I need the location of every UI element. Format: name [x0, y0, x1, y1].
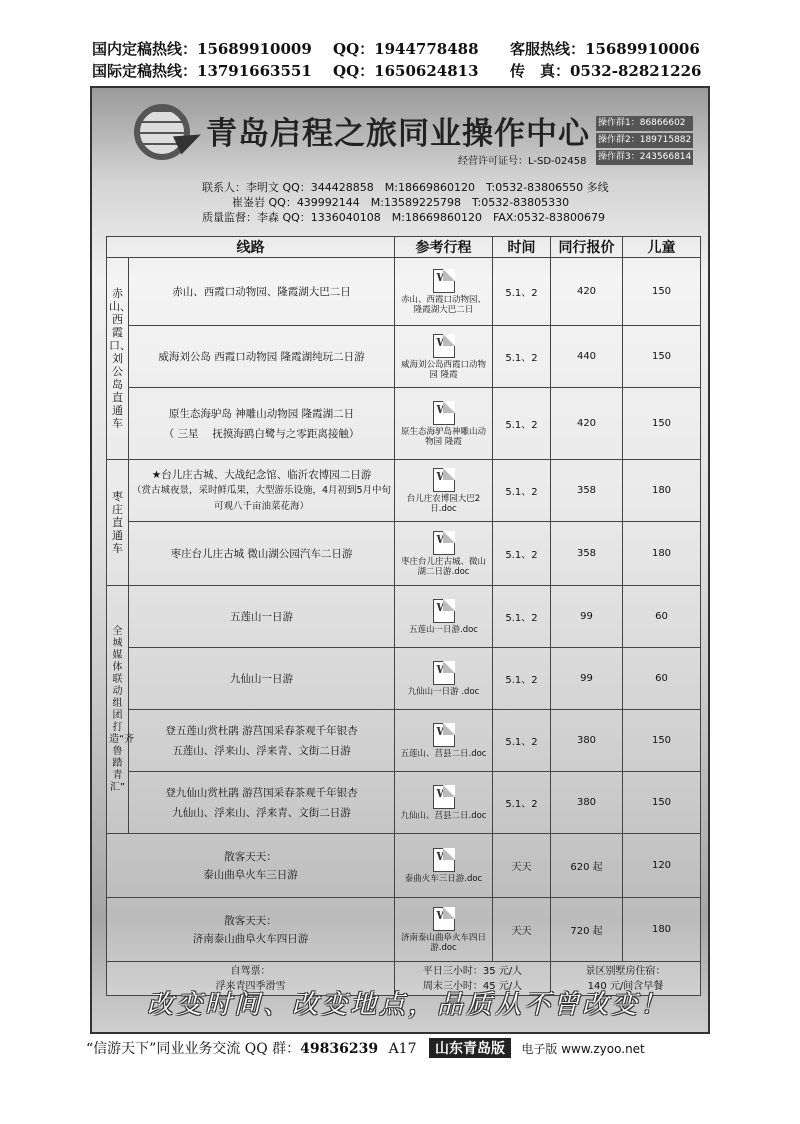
word-doc-icon	[433, 531, 455, 555]
price: 99	[551, 586, 623, 648]
route-name: 赤山、西霞口动物园、隆霞湖大巴二日	[129, 258, 395, 326]
route-name	[107, 898, 395, 962]
domestic-qq: QQ：1944778488	[333, 40, 479, 58]
route-table	[106, 236, 701, 996]
doc-name: 威海刘公岛西霞口动物园 隆霞	[400, 359, 486, 380]
route-note: 泰山曲阜火车三日游	[203, 868, 298, 881]
header-child: 儿童	[623, 237, 701, 258]
price: 420	[551, 258, 623, 326]
doc-name: 枣庄台儿庄古城、微山湖二日游.doc	[400, 556, 486, 577]
child-price: 150	[623, 772, 701, 834]
table-header	[107, 237, 701, 258]
website-link[interactable]: 电子版 www.zyoo.net	[521, 1042, 645, 1056]
itinerary-doc[interactable]	[395, 710, 493, 772]
price: 620 起	[551, 834, 623, 898]
route-name	[129, 710, 395, 772]
edition-badge: 山东青岛版	[429, 1038, 511, 1058]
weekend-price: 周末三小时：45 元/人	[422, 980, 523, 992]
footer	[86, 1038, 716, 1058]
header-itinerary: 参考行程	[395, 237, 493, 258]
word-doc-icon	[433, 334, 455, 358]
time: 5.1、2	[493, 258, 551, 326]
word-doc-icon	[433, 269, 455, 293]
table-row	[107, 258, 701, 326]
doc-name: 五莲山、莒县二日.doc	[400, 748, 487, 759]
route-title: 登九仙山赏杜鹃 游莒国采春茶观千年银杏	[165, 786, 358, 799]
doc-name: 台儿庄农博园大巴2日.doc	[406, 493, 481, 514]
intl-hotline: 国际定稿热线：13791663551	[92, 62, 312, 80]
route-name: 五莲山一日游	[129, 586, 395, 648]
word-doc-icon	[433, 401, 455, 425]
selfdrive-ticket: 浮来青四季滑雪	[215, 980, 286, 992]
group-2: 操作群2：189715882	[596, 133, 693, 148]
child-price: 60	[623, 586, 701, 648]
doc-name: 九仙山一日游 .doc	[407, 686, 480, 697]
child-price: 180	[623, 522, 701, 586]
villa-price: 140 元/间含早餐	[587, 980, 664, 992]
route-name: 九仙山一日游	[129, 648, 395, 710]
operation-groups	[596, 116, 693, 167]
route-note: 济南泰山曲阜火车四日游	[192, 932, 309, 945]
doc-name: 泰曲火车三日游.doc	[404, 873, 483, 884]
table-row	[107, 388, 701, 460]
doc-name: 济南泰山曲阜火车四日游.doc	[400, 932, 486, 953]
itinerary-doc[interactable]	[395, 258, 493, 326]
route-note: （赏古城夜景，采时鲜瓜果，大型游乐设施，4月初到5月中旬可观八千亩油菜花海）	[131, 484, 392, 512]
child-price: 180	[623, 898, 701, 962]
doc-name: 赤山、西霞口动物园、隆霞湖大巴二日	[400, 294, 486, 315]
table-row	[107, 710, 701, 772]
doc-name: 九仙山、莒县二日.doc	[400, 810, 487, 821]
route-name	[129, 772, 395, 834]
fax-number: 传 真：0532-82821226	[510, 62, 702, 80]
word-doc-icon	[433, 723, 455, 747]
time: 5.1、2	[493, 772, 551, 834]
intl-qq: QQ：1650624813	[333, 62, 479, 80]
time: 5.1、2	[493, 326, 551, 388]
route-name	[107, 834, 395, 898]
route-title: 原生态海驴岛 神雕山动物园 隆霞湖二日	[168, 407, 355, 420]
page-number: A17	[388, 1041, 417, 1057]
itinerary-doc[interactable]	[395, 648, 493, 710]
itinerary-doc[interactable]	[395, 522, 493, 586]
word-doc-icon	[433, 661, 455, 685]
header-route: 线路	[107, 237, 395, 258]
word-doc-icon	[433, 848, 455, 872]
selfdrive-label: 自驾票：	[230, 965, 271, 977]
weekday-price: 平日三小时：35 元/人	[422, 965, 523, 977]
itinerary-doc[interactable]	[395, 326, 493, 388]
route-title: 登五莲山赏杜鹃 游莒国采春茶观千年银杏	[165, 724, 358, 737]
itinerary-doc[interactable]	[395, 898, 493, 962]
child-price: 150	[623, 388, 701, 460]
price: 380	[551, 710, 623, 772]
price: 380	[551, 772, 623, 834]
time: 天天	[493, 834, 551, 898]
category-3: 全城媒体联动组团打造“齐鲁踏青汇”	[107, 586, 129, 834]
itinerary-doc[interactable]	[395, 834, 493, 898]
license-number: 经营许可证号：L-SD-02458	[458, 156, 587, 167]
time: 5.1、2	[493, 388, 551, 460]
time: 5.1、2	[493, 522, 551, 586]
table-row	[107, 326, 701, 388]
group-3: 操作群3：243566814	[596, 150, 693, 165]
villa-label: 景区别墅房住宿：	[585, 965, 666, 977]
word-doc-icon	[433, 907, 455, 931]
price: 420	[551, 388, 623, 460]
table-row	[107, 772, 701, 834]
route-name: 枣庄台儿庄古城 微山湖公园汽车二日游	[129, 522, 395, 586]
slogan: 改变时间、改变地点，品质从不曾改变！	[146, 990, 669, 1020]
price: 358	[551, 460, 623, 522]
itinerary-doc[interactable]	[395, 772, 493, 834]
time: 5.1、2	[493, 460, 551, 522]
table-row	[107, 898, 701, 962]
qq-group-number: 49836239	[300, 1041, 379, 1057]
route-note: （ 三星 抚摸海鸥白鹭与之零距离接触）	[163, 427, 360, 440]
route-title: 散客天天：	[224, 850, 277, 863]
price: 99	[551, 648, 623, 710]
contact-block	[202, 180, 609, 225]
header-price: 同行报价	[551, 237, 623, 258]
child-price: 180	[623, 460, 701, 522]
route-note: 五莲山、浮来山、浮来青、文街二日游	[172, 744, 351, 757]
domestic-hotline: 国内定稿热线：15689910009	[92, 40, 312, 58]
itinerary-doc[interactable]	[395, 388, 493, 460]
doc-name: 原生态海驴岛神雕山动物园 隆霞	[400, 426, 486, 447]
table-row	[107, 522, 701, 586]
qq-group-text: “信游天下”同业业务交流 QQ 群：	[86, 1041, 301, 1057]
table-row	[107, 834, 701, 898]
category-2: 枣庄直通车	[107, 460, 129, 586]
header-time: 时间	[493, 237, 551, 258]
itinerary-doc[interactable]	[395, 586, 493, 648]
group-1: 操作群1：86866602	[596, 116, 693, 131]
child-price: 120	[623, 834, 701, 898]
time: 5.1、2	[493, 648, 551, 710]
table-row	[107, 586, 701, 648]
itinerary-doc[interactable]	[395, 460, 493, 522]
contact-line-3: 质量监督：李森 QQ：1336040108 M:18669860120 FAX:0532-83800679	[202, 211, 606, 224]
table-row	[107, 460, 701, 522]
word-doc-icon	[433, 468, 455, 492]
word-doc-icon	[433, 785, 455, 809]
route-name	[129, 460, 395, 522]
service-hotline: 客服热线：15689910006	[510, 40, 700, 58]
category-1: 赤山、西霞口、刘公岛直通车	[107, 258, 129, 460]
price: 358	[551, 522, 623, 586]
route-name: 威海刘公岛 西霞口动物园 隆霞湖纯玩二日游	[129, 326, 395, 388]
time: 天天	[493, 898, 551, 962]
price: 720 起	[551, 898, 623, 962]
contact-line-2: 崔崟岩 QQ：439992144 M:13589225798 T:0532-83805330	[232, 196, 570, 209]
doc-name: 五莲山一日游.doc	[409, 624, 478, 635]
time: 5.1、2	[493, 710, 551, 772]
route-name	[129, 388, 395, 460]
route-title: ★台儿庄古城、大战纪念馆、临沂农博园二日游	[151, 468, 372, 481]
company-title: 青岛启程之旅同业操作中心	[206, 116, 590, 152]
word-doc-icon	[433, 599, 455, 623]
price: 440	[551, 326, 623, 388]
time: 5.1、2	[493, 586, 551, 648]
child-price: 60	[623, 648, 701, 710]
route-note: 九仙山、浮来山、浮来青、文街二日游	[172, 806, 351, 819]
route-title: 散客天天：	[224, 914, 277, 927]
contact-line-1: 联系人：李明文 QQ：344428858 M:18669860120 T:0532-83806550 多线	[202, 181, 609, 194]
child-price: 150	[623, 710, 701, 772]
child-price: 150	[623, 258, 701, 326]
table-row	[107, 648, 701, 710]
child-price: 150	[623, 326, 701, 388]
